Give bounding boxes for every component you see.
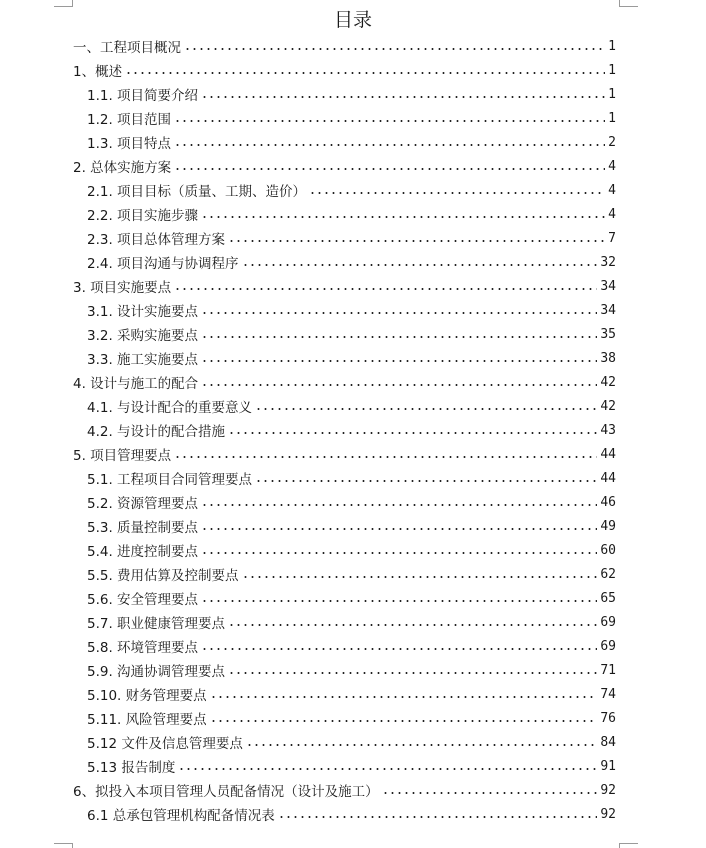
toc-page-number: 38 [600,350,616,366]
toc-entry-label: 5.11. 风险管理要点 [87,712,207,728]
toc-dot-leader [201,360,597,362]
toc-page-number: 1 [608,38,616,54]
toc-page-number: 4 [608,158,616,174]
toc-page-number: 42 [600,398,616,414]
toc-entry[interactable] [73,682,616,706]
toc-entry-label: 3.3. 施工实施要点 [87,352,199,368]
toc-entry[interactable] [73,298,616,322]
toc-entry[interactable] [73,202,616,226]
toc-dot-leader [201,552,597,554]
toc-entry[interactable] [73,178,616,202]
toc-entry-label: 5.9. 沟通协调管理要点 [87,664,226,680]
toc-entry-label: 5. 项目管理要点 [73,448,172,464]
toc-page-number: 76 [600,710,616,726]
toc-dot-leader [201,384,597,386]
toc-dot-leader [174,288,597,290]
toc-page-number: 44 [600,446,616,462]
toc-entry[interactable] [73,658,616,682]
toc-dot-leader [174,168,605,170]
toc-entry[interactable] [73,610,616,634]
toc-entry[interactable] [73,346,616,370]
toc-entry[interactable] [73,634,616,658]
toc-dot-leader [210,696,598,698]
toc-page-number: 71 [600,662,616,678]
toc-entry-label: 一、工程项目概况 [73,40,181,56]
toc-entry-label: 5.13 报告制度 [87,760,176,776]
toc-entry[interactable] [73,730,616,754]
toc-page-number: 7 [608,230,616,246]
toc-entry[interactable] [73,538,616,562]
toc-page-number: 91 [600,758,616,774]
toc-dot-leader [201,648,597,650]
toc-dot-leader [201,216,605,218]
toc-page-number: 1 [608,86,616,102]
toc-dot-leader [178,768,597,770]
toc-entry[interactable] [73,106,616,130]
toc-page-number: 74 [600,686,616,702]
toc-page-number: 4 [608,182,616,198]
toc-entry-label: 3.1. 设计实施要点 [87,304,199,320]
toc-entry[interactable] [73,250,616,274]
toc-entry-label: 5.2. 资源管理要点 [87,496,199,512]
toc-entry-label: 4.1. 与设计配合的重要意义 [87,400,253,416]
toc-dot-leader [201,528,597,530]
toc-dot-leader [309,192,605,194]
toc-page-number: 69 [600,614,616,630]
page-corner-mark [54,843,73,848]
toc-entry-label: 5.1. 工程项目合同管理要点 [87,472,253,488]
toc-entry-label: 1.3. 项目特点 [87,136,172,152]
toc-page-number: 4 [608,206,616,222]
toc-entry[interactable] [73,490,616,514]
toc-dot-leader [174,120,605,122]
toc-entry[interactable] [73,322,616,346]
toc-entry[interactable] [73,442,616,466]
toc-entry-label: 4. 设计与施工的配合 [73,376,199,392]
toc-entry[interactable] [73,394,616,418]
toc-entry-label: 3.2. 采购实施要点 [87,328,199,344]
toc-entry[interactable] [73,514,616,538]
toc-dot-leader [125,72,605,74]
toc-entry-label: 4.2. 与设计的配合措施 [87,424,226,440]
toc-dot-leader [201,600,597,602]
toc-dot-leader [228,672,597,674]
toc-dot-leader [228,240,605,242]
toc-page-number: 49 [600,518,616,534]
toc-entry[interactable] [73,154,616,178]
toc-dot-leader [201,96,605,98]
toc-dot-leader [228,432,597,434]
toc-entry-label: 5.8. 环境管理要点 [87,640,199,656]
toc-entry-label: 5.5. 费用估算及控制要点 [87,568,239,584]
toc-page-number: 42 [600,374,616,390]
toc-page-number: 44 [600,470,616,486]
toc-entry[interactable] [73,706,616,730]
toc-dot-leader [242,264,598,266]
toc-page-number: 35 [600,326,616,342]
toc-entry[interactable] [73,586,616,610]
toc-page-number: 46 [600,494,616,510]
toc-entry-label: 5.4. 进度控制要点 [87,544,199,560]
toc-entry[interactable] [73,58,616,82]
toc-page-number: 34 [600,302,616,318]
toc-entry-label: 5.3. 质量控制要点 [87,520,199,536]
toc-entry-label: 5.10. 财务管理要点 [87,688,207,704]
toc-page-number: 92 [600,806,616,822]
toc-page-number: 60 [600,542,616,558]
toc-entry-label: 5.12 文件及信息管理要点 [87,736,243,752]
toc-entry-label: 1.1. 项目简要介绍 [87,88,199,104]
toc-dot-leader [174,456,597,458]
toc-entry-label: 5.6. 安全管理要点 [87,592,199,608]
toc-page-number: 84 [600,734,616,750]
toc-entry[interactable] [73,82,616,106]
toc-page-number: 65 [600,590,616,606]
toc-dot-leader [184,48,605,50]
toc-page-number: 2 [608,134,616,150]
toc-dot-leader [201,312,597,314]
toc-page-number: 1 [608,110,616,126]
toc-entry[interactable] [73,274,616,298]
toc-entry[interactable] [73,226,616,250]
toc-page-number: 32 [600,254,616,270]
page-title: 目录 [333,9,372,31]
toc-entry-label: 3. 项目实施要点 [73,280,172,296]
toc-entry[interactable] [73,778,616,802]
toc-page-number: 43 [600,422,616,438]
toc-entry-label: 2.2. 项目实施步骤 [87,208,199,224]
toc-dot-leader [246,744,597,746]
toc-dot-leader [255,408,597,410]
toc-page-number: 69 [600,638,616,654]
toc-entry[interactable] [73,418,616,442]
toc-dot-leader [228,624,597,626]
toc-entry-label: 5.7. 职业健康管理要点 [87,616,226,632]
toc-page-number: 92 [600,782,616,798]
toc-dot-leader [174,144,605,146]
toc-entry[interactable] [73,466,616,490]
toc-dot-leader [278,816,598,818]
toc-entry[interactable] [73,562,616,586]
toc-entry-label: 2.4. 项目沟通与协调程序 [87,256,239,272]
toc-entry-label: 1、概述 [73,64,123,80]
toc-dot-leader [242,576,598,578]
toc-entry[interactable] [73,34,616,58]
table-of-contents [73,34,616,826]
toc-page-number: 34 [600,278,616,294]
toc-entry-label: 2. 总体实施方案 [73,160,172,176]
toc-entry-label: 6.1 总承包管理机构配备情况表 [87,808,275,824]
toc-dot-leader [201,504,597,506]
toc-entry[interactable] [73,802,616,826]
toc-dot-leader [382,792,598,794]
toc-dot-leader [210,720,598,722]
toc-entry-label: 2.1. 项目目标（质量、工期、造价） [87,184,307,200]
toc-entry[interactable] [73,754,616,778]
toc-page-number: 62 [600,566,616,582]
toc-entry-label: 6、拟投入本项目管理人员配备情况（设计及施工） [73,784,379,800]
page-corner-mark [619,843,638,848]
toc-entry[interactable] [73,130,616,154]
toc-dot-leader [255,480,597,482]
toc-page-number: 1 [608,62,616,78]
toc-dot-leader [201,336,597,338]
toc-entry-label: 2.3. 项目总体管理方案 [87,232,226,248]
toc-entry[interactable] [73,370,616,394]
toc-entry-label: 1.2. 项目范围 [87,112,172,128]
